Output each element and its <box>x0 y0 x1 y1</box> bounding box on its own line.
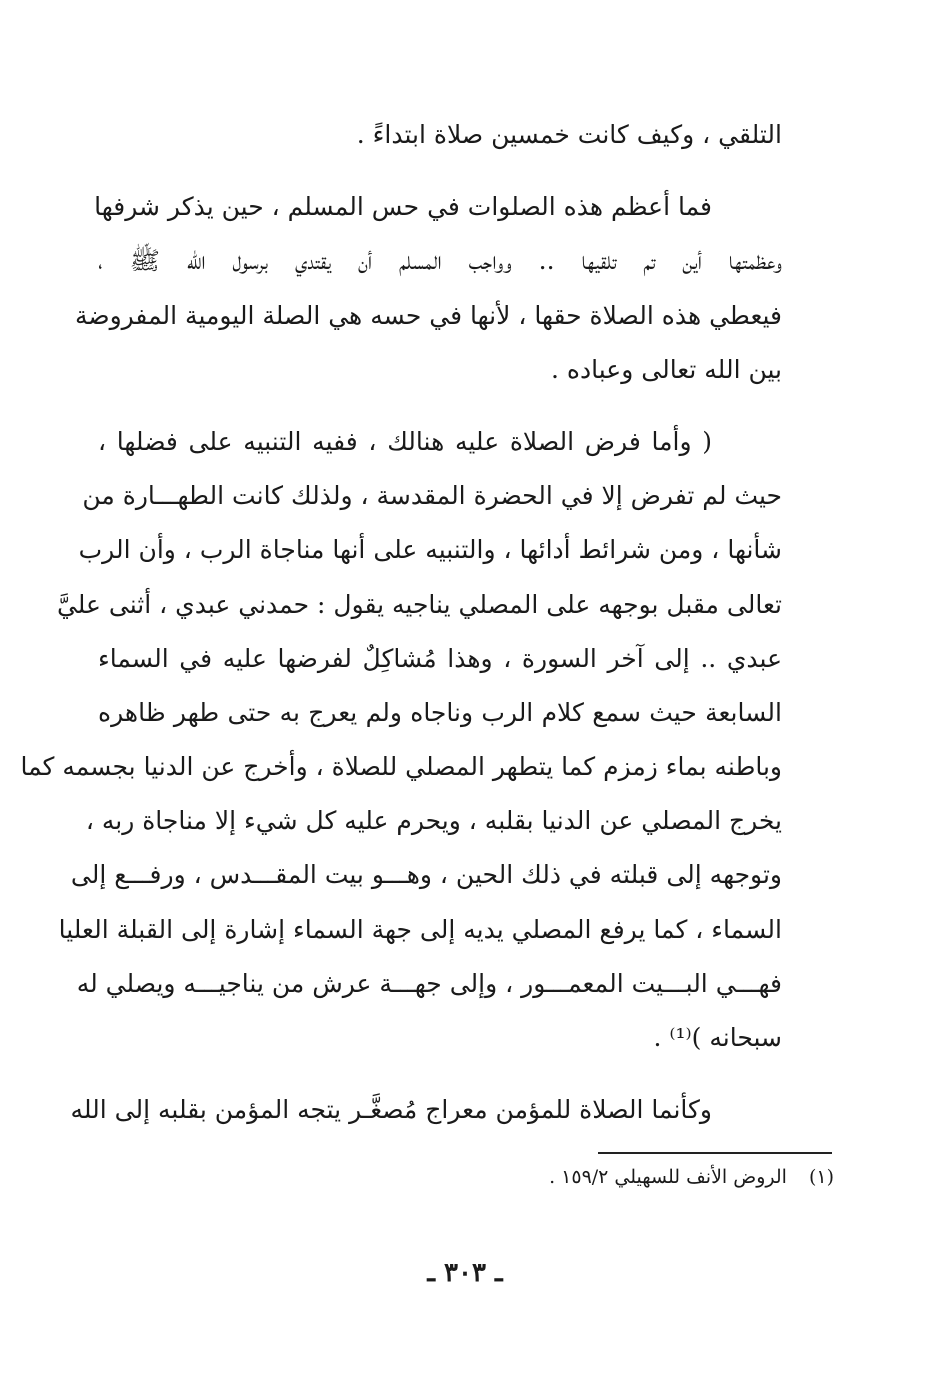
paragraph-2 <box>74 180 782 397</box>
footnote <box>400 1163 834 1191</box>
paragraph-3-quote <box>20 415 782 1065</box>
text-line: شأنها ، ومن شرائط أدائها ، والتنبيه على أنها مناجاة الرب ، وأن الرب <box>78 535 782 565</box>
footnote-number: (١) <box>808 1166 834 1188</box>
footnote-text: الروض الأنف للسهيلي ١٥٩/٢ . <box>549 1166 787 1188</box>
text-line: سبحانه )⁽¹⁾ . <box>653 1023 782 1052</box>
text-line: حيث لم تفرض إلا في الحضرة المقدسة ، ولذلك كانت الطهـــارة من <box>82 481 782 511</box>
text-line: يخرج المصلي عن الدنيا بقلبه ، ويحرم عليه كل شيء إلا مناجاة ربه ، <box>85 806 782 836</box>
text-line: وباطنه بماء زمزم كما يتطهر المصلي للصلاة ، وأخرج عن الدنيا بجسمه كما <box>20 752 782 782</box>
text-line: التلقي ، وكيف كانت خمسين صلاة ابتداءً . <box>356 120 782 149</box>
text-line: السابعة حيث سمع كلام الرب وناجاه ولم يعرج به حتى طهر ظاهره <box>98 697 782 727</box>
text-line: بين الله تعالى وعباده . <box>551 354 782 384</box>
page-number: ـ ٣٠٣ ـ <box>427 1258 503 1288</box>
text-line: فيعطي هذه الصلاة حقها ، لأنها في حسه هي الصلة اليومية المفروضة <box>74 300 782 330</box>
text-line: عبدي .. إلى آخر السورة ، وهذا مُشاكِلٌ لفرضها عليه في السماء <box>98 643 782 673</box>
text-line: ( وأما فرض الصلاة عليه هنالك ، ففيه التنبيه على فضلها ، <box>98 426 712 456</box>
paragraph-4 <box>70 1083 782 1137</box>
text-line: تعالى مقبل بوجهه على المصلي يناجيه يقول : حمدني عبدي ، أثنى عليَّ <box>56 589 782 619</box>
text-line: وعظمتها أين تم تلقيها .. وواجب المسلم أن يقتدي برسول الله ﷺ ، <box>98 246 782 276</box>
text-line: فهـــي البـــيت المعمـــور ، وإلى جهـــة عرش من يناجيـــه ويصلي له <box>76 968 782 998</box>
text-line: السماء ، كما يرفع المصلي يديه إلى جهة السماء إشارة إلى القبلة العليا <box>58 914 782 944</box>
paragraph-1 <box>98 108 782 162</box>
main-text <box>20 108 782 1155</box>
text-line: وكأنما الصلاة للمؤمن معراج مُصغَّـر يتجه المؤمن بقلبه إلى الله <box>70 1095 712 1125</box>
text-line: وتوجهه إلى قبلته في ذلك الحين ، وهـــو بيت المقـــدس ، ورفـــع إلى <box>70 860 782 890</box>
footnote-separator <box>598 1152 832 1154</box>
text-line: فما أعظم هذه الصلوات في حس المسلم ، حين يذكر شرفها <box>94 192 712 222</box>
